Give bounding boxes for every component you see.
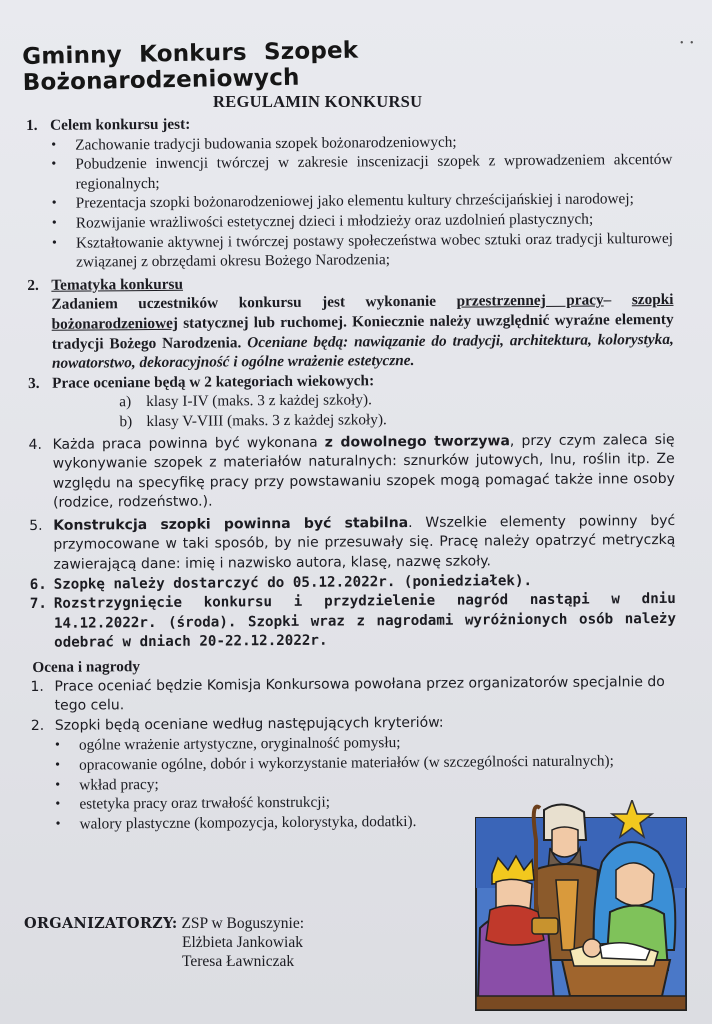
section-theme: [25, 271, 674, 374]
underlined-text: przestrzennej pracy: [456, 291, 604, 310]
evaluation-item: [28, 673, 668, 717]
item-number: 1.: [30, 678, 44, 695]
list-item: • Kształtowanie aktywnej i twórczej postawy społeczeństwa wobec sztuki oraz tradycji kulturowej związanej z obrzędami okresu Bożego Narodzenia;: [50, 228, 673, 272]
bold-text: Konstrukcja szopki powinna być stabilna: [53, 514, 409, 534]
organizer-name: Elżbieta Jankowiak: [182, 934, 303, 951]
list-item: • Prezentacja szopki bożonarodzeniowej jako elementu kultury chrześcijańskiej i narodowej;: [50, 189, 673, 213]
list-item: • Rozwijanie wrażliwości estetycznej dzieci i młodzieży oraz uzdolnień plastycznych;: [50, 209, 673, 233]
deadline-text: Szopkę należy dostarczyć do 05.12.2022r. (poniedziałek).: [53, 572, 533, 593]
section-number: 3.: [28, 374, 40, 392]
text-run: Zadaniem uczestników konkursu jest wykonanie: [51, 292, 457, 314]
text-run: –: [603, 291, 632, 309]
section-paragraph: [51, 290, 674, 373]
organizers-block: [24, 914, 304, 971]
section-heading: Tematyka konkursu: [51, 275, 184, 294]
category-text: klasy V-VIII (maks. 3 z każdej szkoły).: [146, 411, 387, 430]
section-number: 6.: [29, 576, 47, 593]
results-text: Rozstrzygnięcie konkursu i przydzielenie nagród nastąpi w dniu 14.12.2022r. (środa). Szopki wraz z nagrodami wyróżnionych osób należy odebrać w dniach 20-22.12.2022r.: [53, 591, 677, 652]
section-number: 5.: [29, 517, 43, 534]
nativity-scene-icon: [474, 800, 688, 1012]
page-title: Gminny Konkurs Szopek Bożonarodzeniowych: [22, 37, 359, 96]
item-text: Prace oceniać będzie Komisja Konkursowa powołana przez organizatorów specjalnie do tego celu.: [54, 673, 665, 714]
text-run: . Wszelkie elementy powinny być przymocowane w taki sposób, by nie przesuwały się. Pracę należy opatrzyć metryczką zawierającą dane: imię i nazwisko autora, klasę, nazwę szkoły.: [53, 512, 676, 573]
organizers-label: ORGANIZATORZY:: [24, 915, 178, 932]
category-text: klasy I-IV (maks. 3 z każdej szkoły).: [146, 391, 373, 411]
section-results: [28, 590, 676, 654]
goals-list: [24, 131, 673, 273]
list-item: • Pobudzenie inwencji twórczej w zakresie inscenizacji szopek z wprowadzeniem akcentów regionalnych;: [49, 150, 672, 194]
text-run: , przy czym zaleca się wykonywanie szopek z materiałów naturalnych: sznurków jutowych, lnu, roślin itp. Ze względu na specyfikę pracy przy powstawaniu szopek mogą pomagać także inne osoby (rodzice, rodzeństwo.).: [52, 431, 675, 512]
organizers-school: ZSP w Boguszynie:: [181, 915, 305, 932]
category-list: [26, 388, 674, 432]
regulations-body: [24, 111, 678, 834]
section-number: 2.: [27, 276, 39, 294]
list-item: • estetyka pracy oraz trwałość konstrukcji;: [53, 790, 677, 814]
underlined-text: szopki bożonarodzeniowej: [51, 291, 674, 333]
category-item: [119, 408, 674, 432]
section-heading: Celem konkursu jest:: [50, 115, 191, 134]
list-item: • opracowanie ogólne, dobór i wykorzystanie materiałów (w szczególności naturalnych);: [53, 751, 677, 775]
section-number: 4.: [28, 436, 43, 453]
list-item: • Zachowanie tradycji budowania szopek bożonarodzeniowych;: [49, 131, 672, 155]
list-item: • walory plastyczne (kompozycja, kolorystyka, dodatki).: [53, 810, 677, 834]
section-heading: Prace oceniane będą w 2 kategoriach wiekowych:: [52, 371, 375, 392]
list-item: • wkład pracy;: [53, 770, 677, 794]
italic-text: Oceniane będą: nawiązanie do tradycji, architektura, kolorystyka, nowatorstwo, dekoracyjność i ogólne wrażenie estetyczne.: [51, 330, 674, 372]
text-run: Każda praca powinna być wykonana: [52, 434, 325, 453]
document-subtitle: REGULAMIN KONKURSU: [213, 92, 423, 111]
bold-text: z dowolnego tworzywa: [324, 432, 510, 451]
section-construction: [27, 512, 675, 576]
list-item: • ogólne wrażenie artystyczne, oryginalność pomysłu;: [53, 731, 677, 755]
organizer-name: Teresa Ławniczak: [182, 953, 295, 970]
item-number: 2.: [30, 717, 45, 734]
item-text: Szopki będą oceniane według następujących kryteriów:: [54, 714, 444, 734]
evaluation-heading: Ocena i nagrody: [32, 658, 141, 676]
category-label: a): [119, 393, 132, 411]
section-materials: [27, 430, 676, 513]
section-number: 7.: [29, 596, 47, 613]
text-run: statycznej lub ruchomej. Koniecznie należy uwzględnić wyraźne elementy tradycji Bożego Narodzenia.: [51, 310, 674, 353]
section-number: 1.: [26, 116, 38, 134]
punch-marks: • •: [680, 38, 696, 49]
category-label: b): [119, 413, 133, 431]
